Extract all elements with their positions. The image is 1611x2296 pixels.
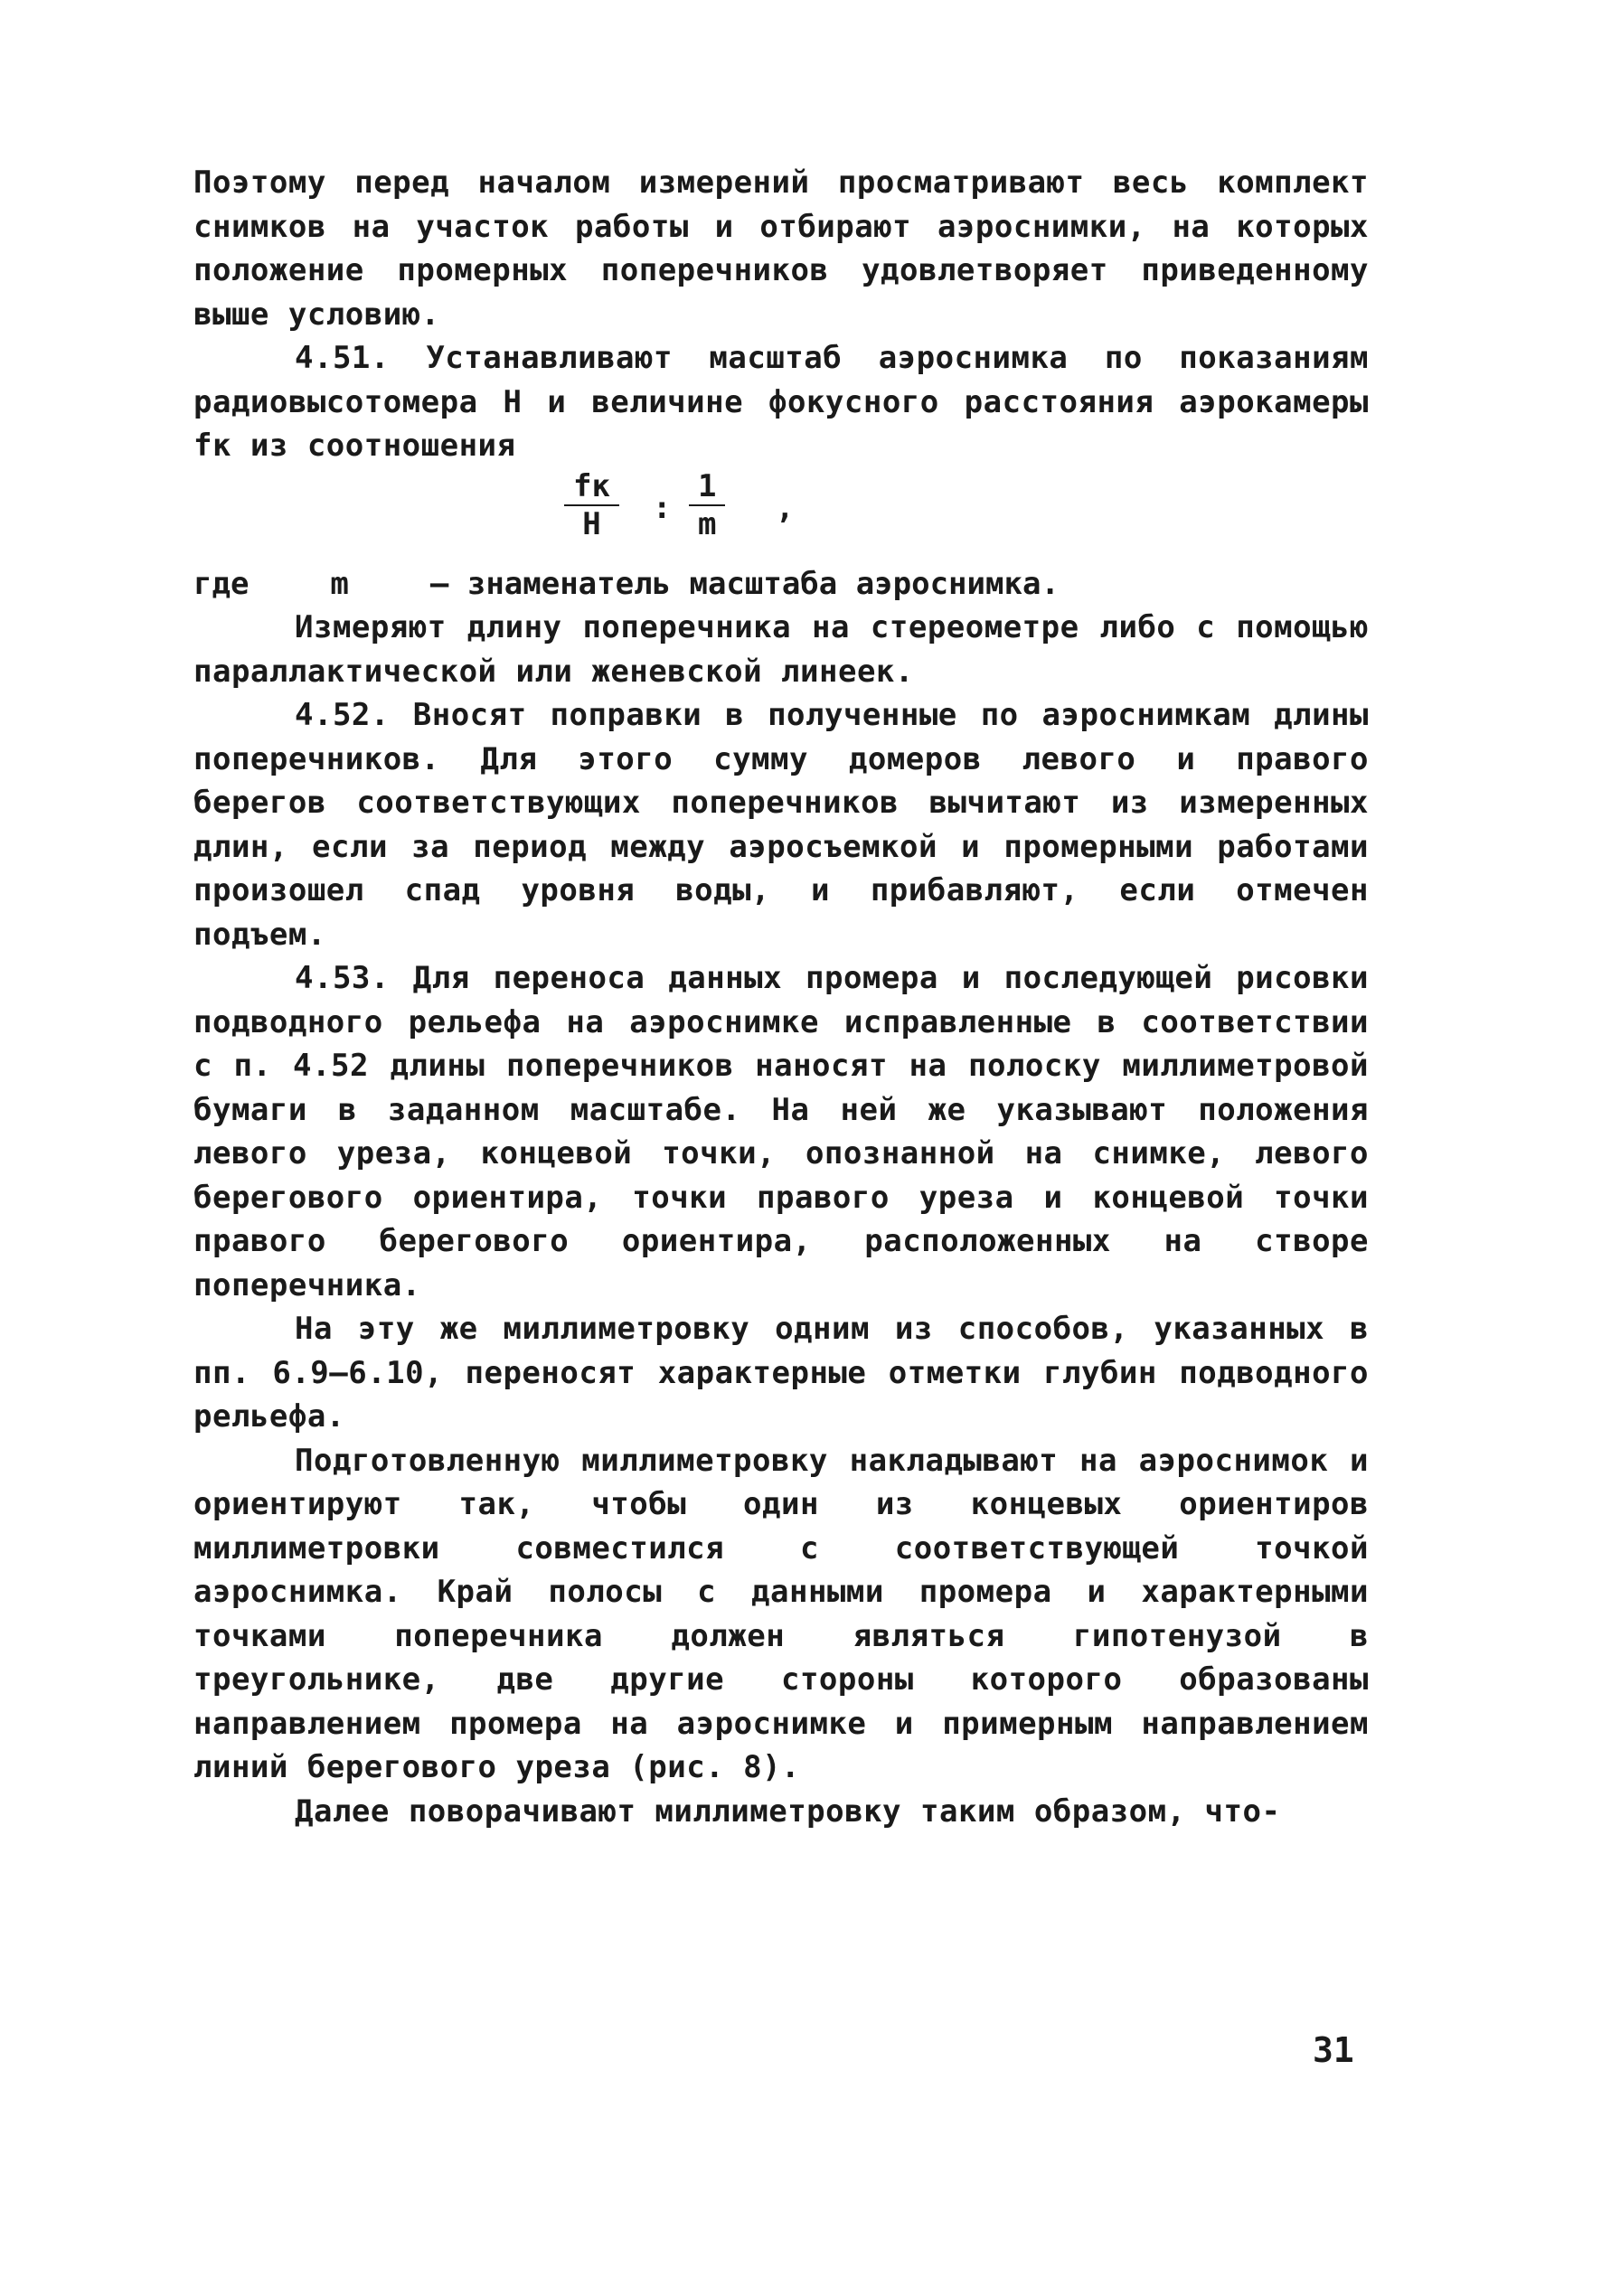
formula-operator: : bbox=[653, 489, 672, 526]
paragraph-4-53: 4.53. Для переноса данных промера и последующей рисовки подводного рельефа на аэроснимке исправленные в соответствии с п. 4.52 длины поперечников наносят на полоску миллиметровой бумаги в заданном масштабе. На ней же указывают положения левого уреза, концевой точки, опознанной на снимке, левого берегового ориентира, точки правого уреза и концевой точки правого берегового ориентира, расположенных на створе поперечника. bbox=[193, 960, 1369, 1303]
where-symbol: m bbox=[330, 565, 349, 602]
paragraph-intro: Поэтому перед началом измерений просматривают весь комплект снимков на участок работы и отбирают аэроснимки, на которых положение промерных поперечников удовлетворяет приведенному выше условию. bbox=[193, 165, 1369, 333]
formula-fraction-right bbox=[689, 468, 725, 542]
paragraph-depth-marks: На эту же миллиметровку одним из способов, указанных в пп. 6.9–6.10, переносят характерные отметки глубин подводного рельефа. bbox=[193, 1311, 1369, 1435]
page-number: 31 bbox=[1313, 2030, 1354, 2070]
paragraph-rotate: Далее поворачивают миллиметровку таким образом, что- bbox=[295, 1793, 1281, 1830]
paragraph-overlay: Подготовленную миллиметровку накладывают на аэроснимок и ориентируют так, чтобы один из концевых ориентиров миллиметровки совместился с соответствующей точкой аэроснимка. Край полосы с данными промера и характерными точками поперечника должен являться гипотенузой в треугольнике, две другие стороны которого образованы направлением промера на аэроснимке и примерным направлением линий берегового уреза (рис. 8). bbox=[193, 1442, 1369, 1785]
where-line bbox=[193, 562, 1369, 607]
formula-trailing-comma: , bbox=[776, 489, 795, 526]
paragraph-measure: Измеряют длину поперечника на стереометре либо с помощью параллактической или женевской линеек. bbox=[193, 609, 1369, 690]
formula-fraction-left bbox=[564, 468, 619, 542]
formula-denominator-m: m bbox=[698, 505, 717, 542]
document-page bbox=[193, 161, 1369, 1833]
where-definition: – знаменатель масштаба аэроснимка. bbox=[429, 565, 1060, 602]
paragraph-4-51: 4.51. Устанавливают масштаб аэроснимка по показаниям радиовысотомера H и величине фокусного расстояния аэрокамеры fк из соотношения bbox=[193, 340, 1369, 464]
formula-numerator-one: 1 bbox=[689, 468, 725, 506]
scale-formula bbox=[193, 468, 1369, 562]
formula-denominator-height: H bbox=[582, 505, 601, 542]
paragraph-4-52: 4.52. Вносят поправки в полученные по аэроснимкам длины поперечников. Для этого сумму домеров левого и правого берегов соответствующих поперечников вычитают из измеренных длин, если за период между аэросъемкой и промерными работами произошел спад уровня воды, и прибавляют, если отмечен подъем. bbox=[193, 697, 1369, 953]
formula-numerator-focal: fк bbox=[564, 468, 619, 506]
where-word: где bbox=[193, 565, 250, 602]
